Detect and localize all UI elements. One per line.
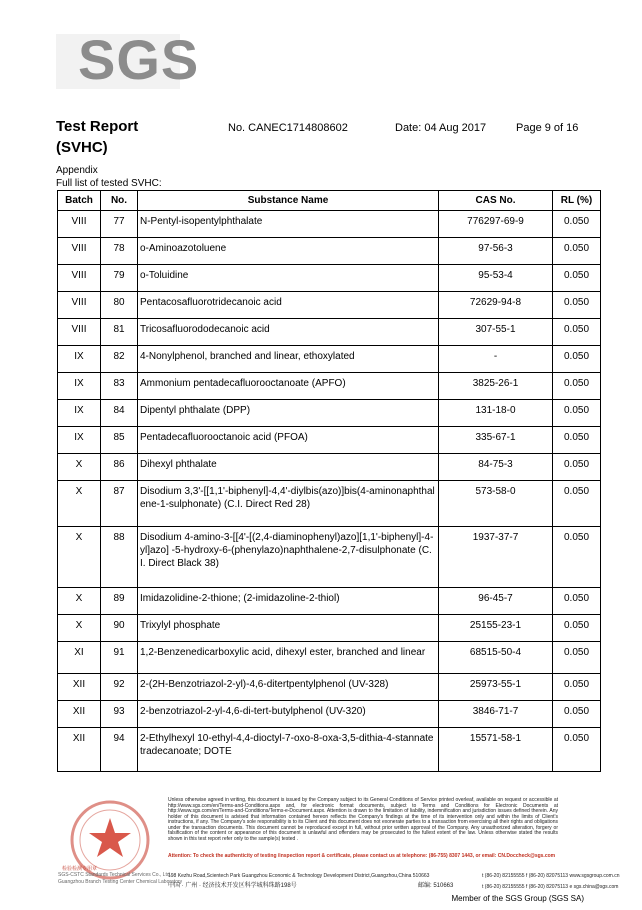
cell-no: 86 (101, 454, 138, 481)
cell-substance-name: Dipentyl phthalate (DPP) (138, 400, 439, 427)
list-title: Full list of tested SVHC: (56, 178, 162, 189)
cell-rl: 0.050 (553, 238, 601, 265)
cell-batch: VIII (58, 211, 101, 238)
disclaimer-text: Unless otherwise agreed in writing, this document is issued by the Company subject to its General Conditions of Service printed overleaf, available on request or accessible at http://www.sgs.com/en/Terms-and-Conditions.aspx and, for electronic format documents, subject to Terms and Conditions for Electronic Documents at http://www.sgs.com/en/Terms-and-Conditions/Terms-e-Document.aspx. Attention is drawn to the limitation of liability, indemnification and jurisdiction issues defined therein. Any holder of this document is advised that information contained hereon reflects the Company's findings at the time of its intervention only and within the limits of Client's instructions, if any. The Company's sole responsibility is to its Client and this document does not exonerate parties to a transaction from exercising all their rights and obligations under the transaction documents. This document cannot be reproduced except in full, without prior written approval of the Company. Any unauthorized alteration, forgery or falsification of the content or appearance of this document is unlawful and offenders may be prosecuted to the fullest extent of the law. Unless otherwise stated the results shown in this test report refer only to the sample(s) tested . (168, 797, 558, 842)
cell-batch: VIII (58, 292, 101, 319)
cell-cas-no: 95-53-4 (439, 265, 553, 292)
table-row (58, 527, 601, 588)
cell-no: 91 (101, 642, 138, 674)
table-row (58, 319, 601, 346)
cell-cas-no: 3825-26-1 (439, 373, 553, 400)
cell-batch: X (58, 615, 101, 642)
cell-substance-name: Dihexyl phthalate (138, 454, 439, 481)
cell-substance-name: 2-Ethylhexyl 10-ethyl-4,4-dioctyl-7-oxo-8-oxa-3,5-dithia-4-stannatetradecanoate; DOTE (138, 728, 439, 772)
cell-cas-no: 84-75-3 (439, 454, 553, 481)
table-body (58, 211, 601, 772)
cell-rl: 0.050 (553, 615, 601, 642)
cell-substance-name: N-Pentyl-isopentylphthalate (138, 211, 439, 238)
cell-rl: 0.050 (553, 319, 601, 346)
table-row (58, 642, 601, 674)
cell-rl: 0.050 (553, 211, 601, 238)
table-row (58, 400, 601, 427)
table-row (58, 454, 601, 481)
cell-substance-name: Disodium 4-amino-3-[[4'-[(2,4-diaminophenyl)azo][1,1'-biphenyl]-4-yl]azo] -5-hydroxy-6-(phenylazo)naphthalene-2,7-disulphonate (C.I. Direct Black 38) (138, 527, 439, 588)
cell-rl: 0.050 (553, 728, 601, 772)
report-number: No. CANEC1714808602 (228, 122, 348, 134)
cell-substance-name: 1,2-Benzenedicarboxylic acid, dihexyl ester, branched and linear (138, 642, 439, 674)
cell-rl: 0.050 (553, 588, 601, 615)
cell-substance-name: o-Toluidine (138, 265, 439, 292)
appendix-heading: Appendix (56, 165, 98, 176)
cell-batch: IX (58, 346, 101, 373)
cell-batch: X (58, 481, 101, 527)
table-row (58, 728, 601, 772)
table-row (58, 427, 601, 454)
cell-cas-no: 97-56-3 (439, 238, 553, 265)
cell-no: 87 (101, 481, 138, 527)
cell-no: 78 (101, 238, 138, 265)
cell-cas-no: - (439, 346, 553, 373)
cell-rl: 0.050 (553, 373, 601, 400)
postcode-chinese: 邮编: 510663 (418, 883, 454, 889)
cell-rl: 0.050 (553, 481, 601, 527)
cell-cas-no: 15571-58-1 (439, 728, 553, 772)
table-header-row (58, 191, 601, 211)
address-english: 198 Kezhu Road,Scientech Park Guangzhou Economic & Technology Development District,Guangzhou,China 510663 (168, 873, 430, 879)
cell-cas-no: 96-45-7 (439, 588, 553, 615)
stamp-company-name: SGS-CSTC Standards Technical Services Co., Ltd. (58, 872, 172, 878)
contact-chinese: t (86-20) 82155555 f (86-20) 82075113 e sgs.china@sgs.com (482, 884, 619, 890)
cell-batch: XII (58, 674, 101, 701)
cell-cas-no: 335-67-1 (439, 427, 553, 454)
stamp-lab-name: Guangzhou Branch Testing Center Chemical Laboratory (58, 879, 183, 885)
cell-batch: XII (58, 701, 101, 728)
cell-rl: 0.050 (553, 527, 601, 588)
cell-substance-name: Tricosafluorododecanoic acid (138, 319, 439, 346)
header-rl: RL (%) (553, 191, 601, 211)
report-subtitle: (SVHC) (56, 139, 108, 156)
cell-no: 80 (101, 292, 138, 319)
cell-cas-no: 25973-55-1 (439, 674, 553, 701)
cell-no: 81 (101, 319, 138, 346)
cell-rl: 0.050 (553, 265, 601, 292)
table-row (58, 674, 601, 701)
cell-no: 89 (101, 588, 138, 615)
cell-batch: IX (58, 400, 101, 427)
cell-no: 88 (101, 527, 138, 588)
cell-substance-name: 4-Nonylphenol, branched and linear, ethoxylated (138, 346, 439, 373)
cell-cas-no: 131-18-0 (439, 400, 553, 427)
address-chinese: 中国 · 广州 · 经济技术开发区科学城科珠路198号 (168, 883, 297, 889)
cell-substance-name: Imidazolidine-2-thione; (2-imidazoline-2-thiol) (138, 588, 439, 615)
header-cas-no: CAS No. (439, 191, 553, 211)
cell-substance-name: 2-(2H-Benzotriazol-2-yl)-4,6-ditertpentylphenol (UV-328) (138, 674, 439, 701)
cell-rl: 0.050 (553, 346, 601, 373)
table-row (58, 292, 601, 319)
cell-cas-no: 3846-71-7 (439, 701, 553, 728)
cell-cas-no: 72629-94-8 (439, 292, 553, 319)
cell-no: 92 (101, 674, 138, 701)
cell-substance-name: Disodium 3,3'-[[1,1'-biphenyl]-4,4'-diylbis(azo)]bis(4-aminonaphthalene-1-sulphonate) (C.I. Direct Red 28) (138, 481, 439, 527)
cell-no: 93 (101, 701, 138, 728)
cell-substance-name: Ammonium pentadecafluorooctanoate (APFO) (138, 373, 439, 400)
cell-batch: XI (58, 642, 101, 674)
report-title: Test Report (56, 118, 139, 135)
cell-cas-no: 1937-37-7 (439, 527, 553, 588)
cell-batch: X (58, 527, 101, 588)
stamp-label-chinese: 检验检测专用章 (62, 866, 98, 872)
cell-substance-name: o-Aminoazotoluene (138, 238, 439, 265)
table-row (58, 588, 601, 615)
table-row (58, 373, 601, 400)
cell-batch: X (58, 454, 101, 481)
sgs-logo: SGS (78, 28, 200, 91)
cell-rl: 0.050 (553, 427, 601, 454)
cell-rl: 0.050 (553, 400, 601, 427)
cell-batch: VIII (58, 265, 101, 292)
contact-english: t (86-20) 82155555 f (86-20) 82075113 www.sgsgroup.com.cn (482, 873, 620, 879)
cell-no: 79 (101, 265, 138, 292)
cell-batch: IX (58, 427, 101, 454)
cell-no: 84 (101, 400, 138, 427)
cell-rl: 0.050 (553, 292, 601, 319)
cell-substance-name: 2-benzotriazol-2-yl-4,6-di-tert-butylphenol (UV-320) (138, 701, 439, 728)
table-row (58, 238, 601, 265)
cell-no: 82 (101, 346, 138, 373)
cell-batch: VIII (58, 238, 101, 265)
header-no: No. (101, 191, 138, 211)
member-line: Member of the SGS Group (SGS SA) (451, 894, 584, 903)
cell-cas-no: 68515-50-4 (439, 642, 553, 674)
cell-no: 90 (101, 615, 138, 642)
cell-cas-no: 573-58-0 (439, 481, 553, 527)
header-batch: Batch (58, 191, 101, 211)
table-row (58, 701, 601, 728)
cell-rl: 0.050 (553, 701, 601, 728)
table-row (58, 265, 601, 292)
cell-batch: VIII (58, 319, 101, 346)
cell-no: 83 (101, 373, 138, 400)
svhc-table (57, 190, 601, 772)
page-number: Page 9 of 16 (516, 122, 579, 134)
table-row (58, 481, 601, 527)
table-row (58, 346, 601, 373)
header-substance-name: Substance Name (138, 191, 439, 211)
cell-substance-name: Trixylyl phosphate (138, 615, 439, 642)
cell-substance-name: Pentacosafluorotridecanoic acid (138, 292, 439, 319)
cell-no: 94 (101, 728, 138, 772)
report-date: Date: 04 Aug 2017 (395, 122, 487, 134)
cell-cas-no: 776297-69-9 (439, 211, 553, 238)
cell-batch: X (58, 588, 101, 615)
table-row (58, 211, 601, 238)
authenticity-notice: Attention: To check the authenticity of testing /inspection report & certificate, please contact us at telephone: (86-755) 8307 1443, or email: CN.Doccheck@sgs.com (168, 853, 556, 859)
cell-cas-no: 307-55-1 (439, 319, 553, 346)
table-row (58, 615, 601, 642)
cell-batch: XII (58, 728, 101, 772)
cell-rl: 0.050 (553, 674, 601, 701)
cell-no: 85 (101, 427, 138, 454)
cell-cas-no: 25155-23-1 (439, 615, 553, 642)
cell-no: 77 (101, 211, 138, 238)
cell-rl: 0.050 (553, 454, 601, 481)
cell-substance-name: Pentadecafluorooctanoic acid (PFOA) (138, 427, 439, 454)
cell-batch: IX (58, 373, 101, 400)
cell-rl: 0.050 (553, 642, 601, 674)
